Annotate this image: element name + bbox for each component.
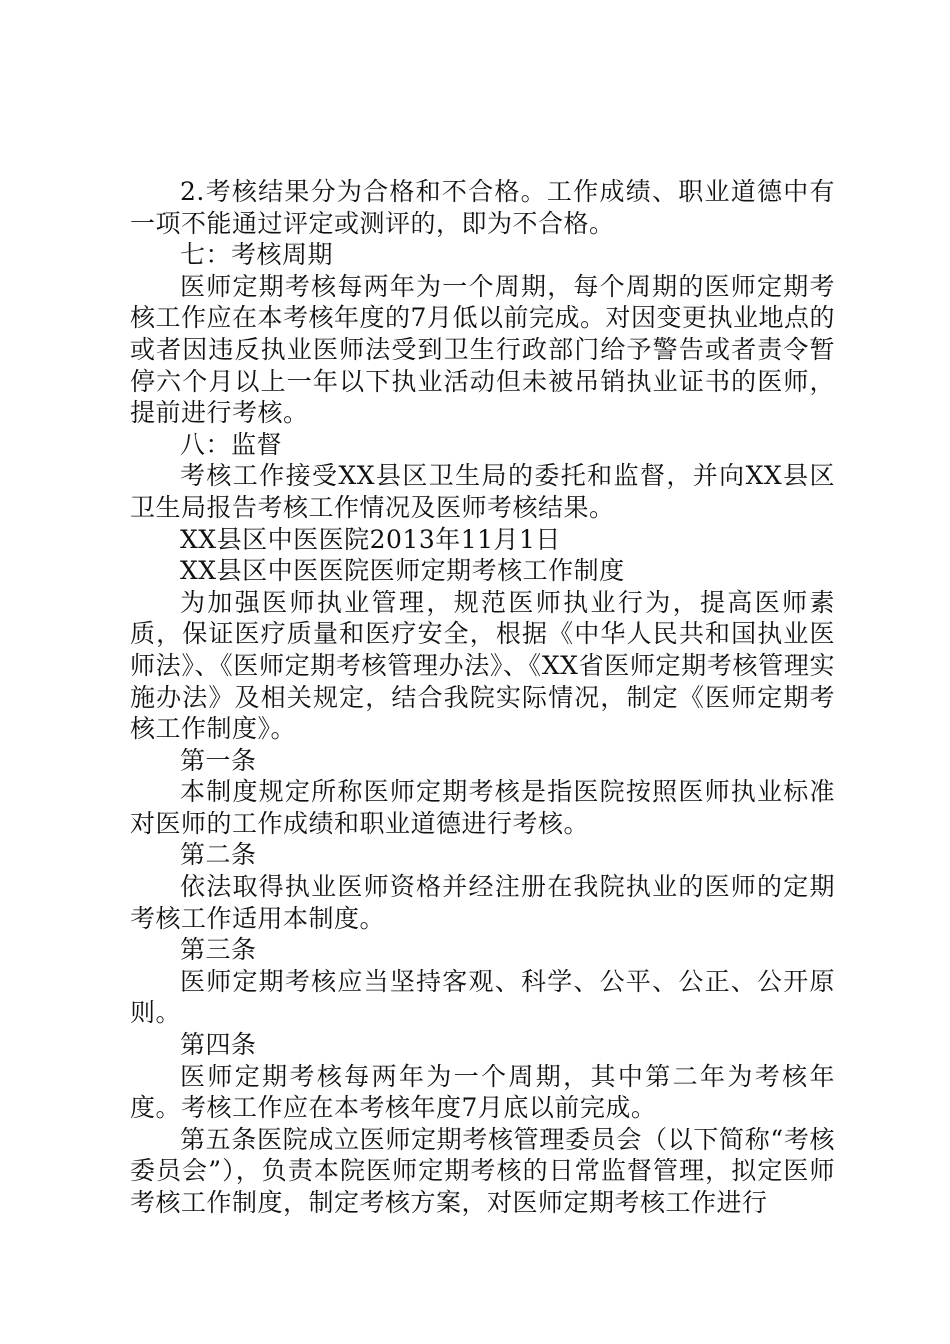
article-body-1: 本制度规定所称医师定期考核是指医院按照医师执业标准对医师的工作成绩和职业道德进行考核。 [130, 777, 835, 838]
heading-assessment-cycle: 七：考核周期 [180, 240, 334, 270]
article-heading-1: 第一条 [180, 745, 257, 775]
paragraph-preamble: 为加强医师执业管理，规范医师执业行为，提高医师素质，保证医疗质量和医疗安全，根据《中华人民共和国执业医师法》、《医师定期考核管理办法》、《XX省医师定期考核管理实施办法》及相关规定，结合我院实际情况，制定《医师定期考核工作制度》。 [130, 587, 835, 744]
article-body-4: 医师定期考核每两年为一个周期，其中第二年为考核年度。考核工作应在本考核年度7月底以前完成。 [130, 1061, 835, 1123]
heading-supervision: 八：监督 [180, 429, 283, 459]
document-title: XX县区中医医院医师定期考核工作制度 [180, 556, 625, 586]
article-body-2: 依法取得执业医师资格并经注册在我院执业的医师的定期考核工作适用本制度。 [130, 872, 835, 933]
signature-date-line: XX县区中医医院2013年11月1日 [180, 524, 561, 554]
article-heading-4: 第四条 [180, 1030, 257, 1060]
paragraph-assessment-cycle: 医师定期考核每两年为一个周期，每个周期的医师定期考核工作应在本考核年度的7月低以前完成。对因变更执业地点的或者因违反执业医师法受到卫生行政部门给予警告或者责令暂停六个月以上一年以下执业活动但未被吊销执业证书的医师，提前进行考核。 [130, 271, 835, 428]
paragraph-assessment-result: 2.考核结果分为合格和不合格。工作成绩、职业道德中有一项不能通过评定或测评的，即为不合格。 [130, 177, 835, 238]
article-heading-3: 第三条 [180, 935, 257, 965]
article-heading-2: 第二条 [180, 840, 257, 870]
article-body-3: 医师定期考核应当坚持客观、科学、公平、公正、公开原则。 [130, 966, 835, 1028]
paragraph-supervision: 考核工作接受XX县区卫生局的委托和监督，并向XX县区卫生局报告考核工作情况及医师考核结果。 [130, 461, 835, 522]
article-5: 第五条医院成立医师定期考核管理委员会（以下简称“考核委员会”），负责本院医师定期考核的日常监督管理，拟定医师考核工作制度，制定考核方案，对医师定期考核工作进行 [130, 1124, 835, 1217]
document-body [130, 176, 835, 1219]
